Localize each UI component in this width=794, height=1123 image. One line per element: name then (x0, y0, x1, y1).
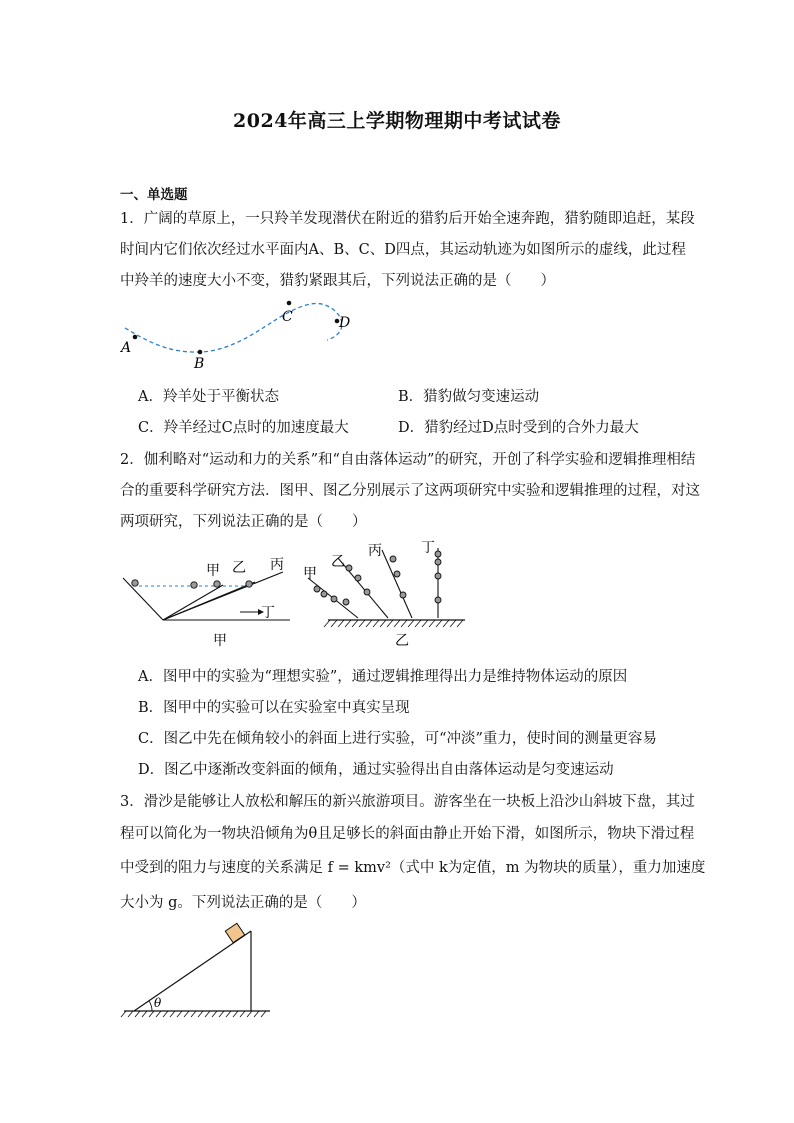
q3-line-1: 3．滑沙是能够让人放松和解压的新兴旅游项目。游客坐在一块板上沿沙山斜坡下盘，其过 (120, 794, 695, 810)
point-a (133, 335, 138, 340)
fig-jia-label-bing: 丙 (270, 557, 284, 573)
fig-yi-label-jia: 甲 (303, 566, 317, 582)
q3-line-3: 中受到的阻力与速度的关系满足 f = kmv²（式中 k为定值，m 为物块的质量），重力加速度 (120, 860, 706, 876)
q1-option-b[interactable]: B．猎豹做匀变速运动 (398, 389, 540, 405)
q1-line-2: 时间内它们依次经过水平面内A、B、C、D四点，其运动轨迹为如图所示的虚线，此过程 (120, 242, 686, 258)
fig-yi-caption: 乙 (395, 633, 409, 649)
fig-yi-label-bing: 丙 (368, 543, 382, 559)
q2-line-2: 合的重要科学研究方法．图甲、图乙分别展示了这两项研究中实验和逻辑推理的过程，对这 (120, 483, 700, 499)
fig-jia-label-yi: 乙 (232, 560, 246, 576)
label-b: B (194, 356, 205, 372)
label-c: C (282, 309, 293, 325)
q1-option-c[interactable]: C．羚羊经过C点时的加速度最大 (138, 420, 349, 436)
fig-yi-label-yi: 乙 (331, 554, 345, 570)
q2-option-a[interactable]: A．图甲中的实验为“理想实验”，通过逻辑推理得出力是维持物体运动的原因 (138, 669, 628, 685)
fig-jia-label-ding: 丁 (261, 605, 275, 621)
section-heading: 一、单选题 (120, 187, 188, 203)
q2-line-3: 两项研究，下列说法正确的是（ ） (120, 514, 367, 530)
q3-line-2: 程可以简化为一物块沿倾角为θ且足够长的斜面由静止开始下滑，如图所示，物块下滑过程 (120, 826, 695, 842)
q1-line-3: 中羚羊的速度大小不变，猎豹紧跟其后，下列说法正确的是（ ） (120, 273, 555, 289)
q3-incline-figure (118, 918, 278, 1018)
label-a: A (121, 340, 132, 356)
point-c (287, 301, 292, 306)
fig-yi-label-ding: 丁 (421, 540, 435, 556)
q1-option-a[interactable]: A．羚羊处于平衡状态 (138, 389, 279, 405)
q2-figure-yi (300, 538, 470, 650)
sliding-block (225, 923, 244, 942)
q2-line-1: 2．伽利略对“运动和力的关系”和“自由落体运动”的研究，开创了科学实验和逻辑推理相结 (120, 452, 696, 468)
q2-option-b[interactable]: B．图甲中的实验可以在实验室中真实呈现 (138, 700, 410, 716)
q1-line-1: 1．广阔的草原上，一只羚羊发现潜伏在附近的猎豹后开始全速奔跑，猎豹随即追赶，某段 (120, 211, 695, 227)
fig-jia-label-jia: 甲 (206, 563, 220, 579)
point-b (198, 350, 203, 355)
q1-trajectory-figure (115, 295, 365, 375)
page-title: 2024年高三上学期物理期中考试试卷 (233, 110, 561, 132)
q1-option-d[interactable]: D．猎豹经过D点时受到的合外力最大 (398, 420, 639, 436)
q2-option-c[interactable]: C．图乙中先在倾角较小的斜面上进行实验，可“冲淡”重力，使时间的测量更容易 (138, 731, 657, 747)
label-d: D (339, 315, 351, 331)
q3-line-4: 大小为 g。下列说法正确的是（ ） (120, 895, 366, 911)
angle-theta-label: θ (154, 996, 162, 1010)
q2-option-d[interactable]: D．图乙中逐渐改变斜面的倾角，通过实验得出自由落体运动是匀变速运动 (138, 762, 614, 778)
q2-figure-jia (115, 538, 295, 650)
fig-jia-caption: 甲 (213, 633, 227, 649)
